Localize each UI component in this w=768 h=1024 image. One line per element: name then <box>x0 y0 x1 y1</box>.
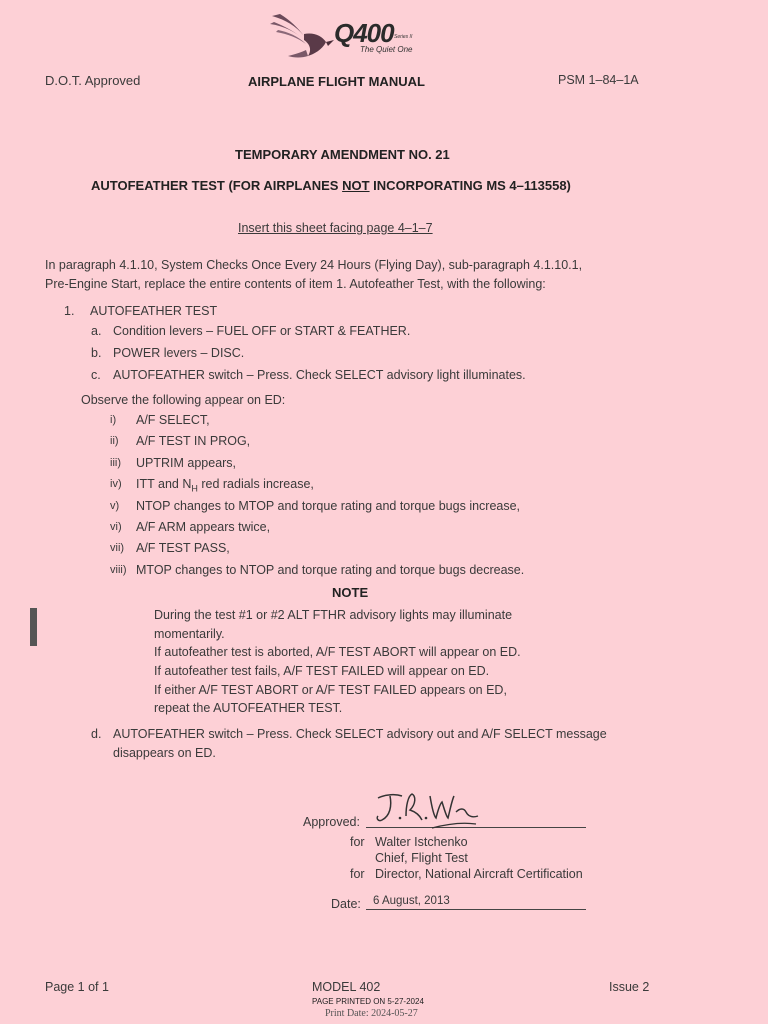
obs-text: NTOP changes to MTOP and torque rating and torque bugs increase, <box>136 499 521 513</box>
step-text-line-2: disappears on ED. <box>113 746 216 760</box>
note-line: During the test #1 or #2 ALT FTHR advisory lights may illuminate <box>154 608 513 622</box>
approved-label: Approved: <box>303 815 360 829</box>
obs-text: UPTRIM appears, <box>136 456 237 470</box>
header-dot-approved: D.O.T. Approved <box>45 73 141 88</box>
approver-name: Walter Istchenko <box>375 835 468 849</box>
obs-num: viii) <box>110 564 127 576</box>
header-psm-number: PSM 1–84–1A <box>558 73 639 87</box>
obs-num: ii) <box>110 435 119 447</box>
subtitle-part-2: INCORPORATING MS 4–113558) <box>369 178 571 193</box>
header-manual-title: AIRPLANE FLIGHT MANUAL <box>248 74 425 89</box>
observe-heading: Observe the following appear on ED: <box>81 393 286 407</box>
amendment-subtitle <box>91 178 571 193</box>
obs-subscript: H <box>191 483 198 494</box>
intro-line-1: In paragraph 4.1.10, System Checks Once Every 24 Hours (Flying Day), sub-paragraph 4.1.10.1, <box>45 258 583 272</box>
obs-text-b: red radials increase, <box>197 477 314 491</box>
insert-instruction: Insert this sheet facing page 4–1–7 <box>238 221 433 235</box>
step-text-line-1: AUTOFEATHER switch – Press. Check SELECT advisory out and A/F SELECT message <box>113 727 607 741</box>
obs-text-a: ITT and N <box>136 477 192 491</box>
footer-model: MODEL 402 <box>312 980 381 994</box>
obs-text: MTOP changes to NTOP and torque rating and torque bugs decrease. <box>136 563 525 577</box>
obs-text: A/F TEST PASS, <box>136 541 230 555</box>
obs-num: i) <box>110 414 117 426</box>
note-line: If either A/F TEST ABORT or A/F TEST FAILED appears on ED, <box>154 683 507 697</box>
step-text: AUTOFEATHER switch – Press. Check SELECT advisory light illuminates. <box>113 368 526 382</box>
signature-icon <box>372 788 482 834</box>
date-value: 6 August, 2013 <box>373 895 450 907</box>
step-letter: d. <box>91 727 102 741</box>
obs-num: vii) <box>110 542 125 554</box>
note-line: repeat the AUTOFEATHER TEST. <box>154 701 343 715</box>
date-label: Date: <box>331 897 361 911</box>
footer-printed-on: PAGE PRINTED ON 5-27-2024 <box>312 997 424 1006</box>
revision-bar <box>30 608 37 646</box>
obs-num: iv) <box>110 478 122 490</box>
note-line: momentarily. <box>154 627 225 641</box>
bird-logo-icon <box>268 10 338 60</box>
for-label-2: for <box>350 867 365 881</box>
step-letter: b. <box>91 346 102 360</box>
note-heading: NOTE <box>332 585 369 600</box>
obs-num: iii) <box>110 457 121 469</box>
obs-num: vi) <box>110 521 122 533</box>
director-title: Director, National Aircraft Certification <box>375 867 583 881</box>
item-number: 1. <box>64 304 75 318</box>
approver-role: Chief, Flight Test <box>375 851 468 865</box>
obs-text: A/F ARM appears twice, <box>136 520 271 534</box>
obs-text: A/F SELECT, <box>136 413 210 427</box>
footer-print-date: Print Date: 2024-05-27 <box>325 1008 418 1019</box>
obs-num: v) <box>110 500 120 512</box>
logo-tagline: The Quiet One <box>360 45 413 54</box>
amendment-title: TEMPORARY AMENDMENT NO. 21 <box>235 147 450 162</box>
q400-logo <box>268 10 418 60</box>
step-letter: a. <box>91 324 102 338</box>
step-text: POWER levers – DISC. <box>113 346 245 360</box>
for-label-1: for <box>350 835 365 849</box>
subtitle-part-1: AUTOFEATHER TEST (FOR AIRPLANES <box>91 178 343 193</box>
intro-line-2: Pre-Engine Start, replace the entire contents of item 1. Autofeather Test, with the following: <box>45 277 546 291</box>
step-text: Condition levers – FUEL OFF or START & FEATHER. <box>113 324 411 338</box>
logo-series: Series II <box>394 34 413 40</box>
subtitle-not: NOT <box>342 178 370 193</box>
item-title: AUTOFEATHER TEST <box>90 304 218 318</box>
footer-page: Page 1 of 1 <box>45 980 109 994</box>
note-line: If autofeather test is aborted, A/F TEST ABORT will appear on ED. <box>154 645 521 659</box>
logo-title: Q400 <box>334 18 394 48</box>
obs-text: A/F TEST IN PROG, <box>136 434 251 448</box>
date-line <box>366 909 586 910</box>
footer-issue: Issue 2 <box>609 980 650 994</box>
note-line: If autofeather test fails, A/F TEST FAILED will appear on ED. <box>154 664 490 678</box>
step-letter: c. <box>91 368 101 382</box>
obs-text <box>136 477 314 494</box>
